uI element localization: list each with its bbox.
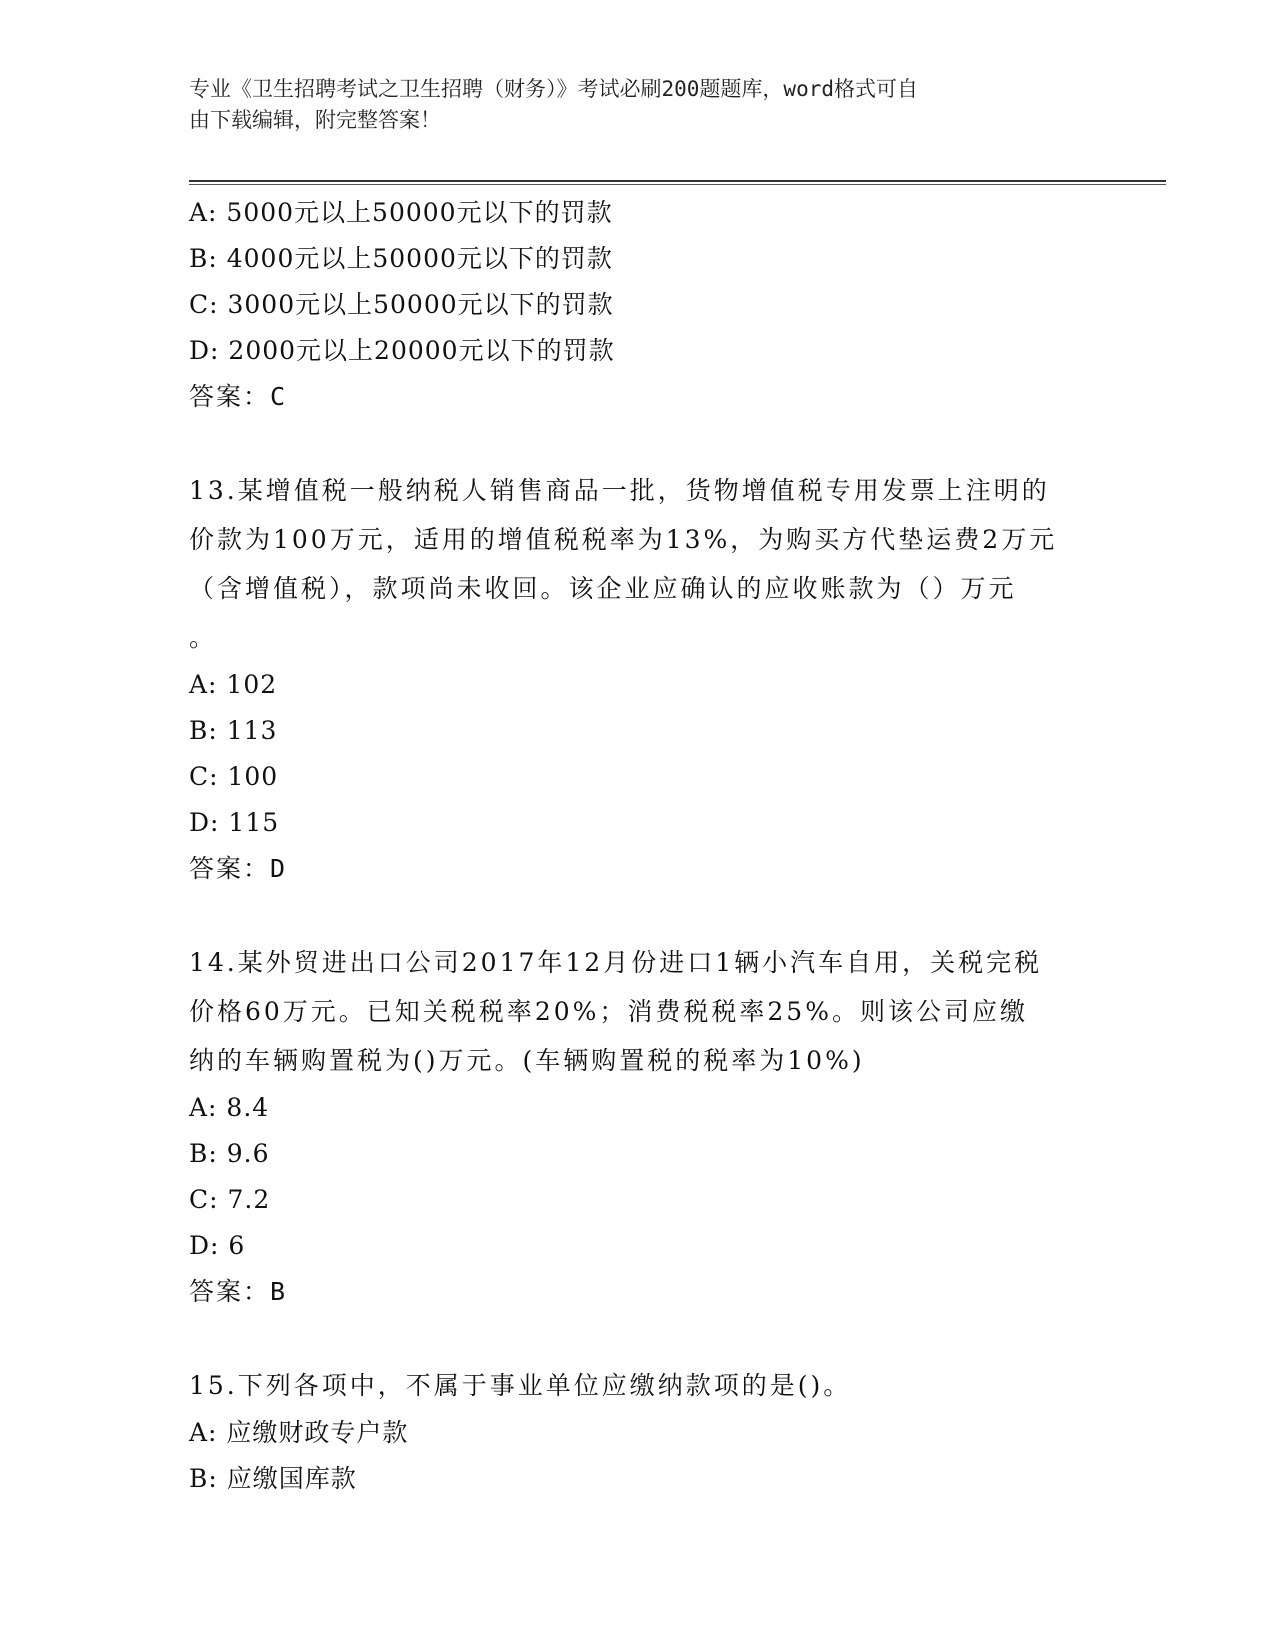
option-b: B: 9.6 <box>189 1139 270 1168</box>
question-text-line: 。 <box>189 623 218 652</box>
question-15 <box>189 1361 1089 1502</box>
header-divider-thin <box>189 184 1166 185</box>
option-a: A: 8.4 <box>189 1093 270 1122</box>
option-b: B: 113 <box>189 716 278 745</box>
question-text-line: 价格60万元。已知关税税率20%；消费税税率25%。则该公司应缴 <box>189 997 1028 1026</box>
option-d: D: 115 <box>189 808 280 837</box>
question-12 <box>189 190 1089 420</box>
question-text-line: 14.某外贸进出口公司2017年12月份进口1辆小汽车自用，关税完税 <box>189 948 1043 977</box>
option-d: D: 6 <box>189 1231 246 1260</box>
option-a: A: 应缴财政专户款 <box>189 1418 409 1447</box>
answer: 答案：D <box>189 854 288 883</box>
option-b: B: 4000元以上50000元以下的罚款 <box>189 244 613 273</box>
question-text-line: 13.某增值税一般纳税人销售商品一批，货物增值税专用发票上注明的 <box>189 476 1050 505</box>
document-header <box>189 74 1069 136</box>
option-a: A: 5000元以上50000元以下的罚款 <box>189 198 613 227</box>
option-c: C: 7.2 <box>189 1185 271 1214</box>
header-line-1: 专业《卫生招聘考试之卫生招聘（财务）》考试必刷200题题库，word格式可自 <box>189 77 918 101</box>
answer: 答案：C <box>189 382 288 411</box>
option-c: C: 3000元以上50000元以下的罚款 <box>189 290 614 319</box>
option-b: B: 应缴国库款 <box>189 1464 357 1493</box>
question-text-line: 15.下列各项中，不属于事业单位应缴纳款项的是()。 <box>189 1371 852 1400</box>
header-divider <box>189 180 1166 182</box>
option-a: A: 102 <box>189 670 278 699</box>
option-c: C: 100 <box>189 762 279 791</box>
question-text-line: 价款为100万元，适用的增值税税率为13%，为购买方代垫运费2万元 <box>189 525 1058 554</box>
option-d: D: 2000元以上20000元以下的罚款 <box>189 336 615 365</box>
question-text-line: 纳的车辆购置税为()万元。(车辆购置税的税率为10%) <box>189 1046 865 1075</box>
header-line-2: 由下载编辑，附完整答案！ <box>189 108 441 132</box>
answer: 答案：B <box>189 1277 288 1306</box>
question-list <box>189 190 1089 1502</box>
question-14 <box>189 938 1089 1315</box>
question-13 <box>189 466 1089 892</box>
question-text-line: （含增值税），款项尚未收回。该企业应确认的应收账款为（）万元 <box>189 574 1017 603</box>
